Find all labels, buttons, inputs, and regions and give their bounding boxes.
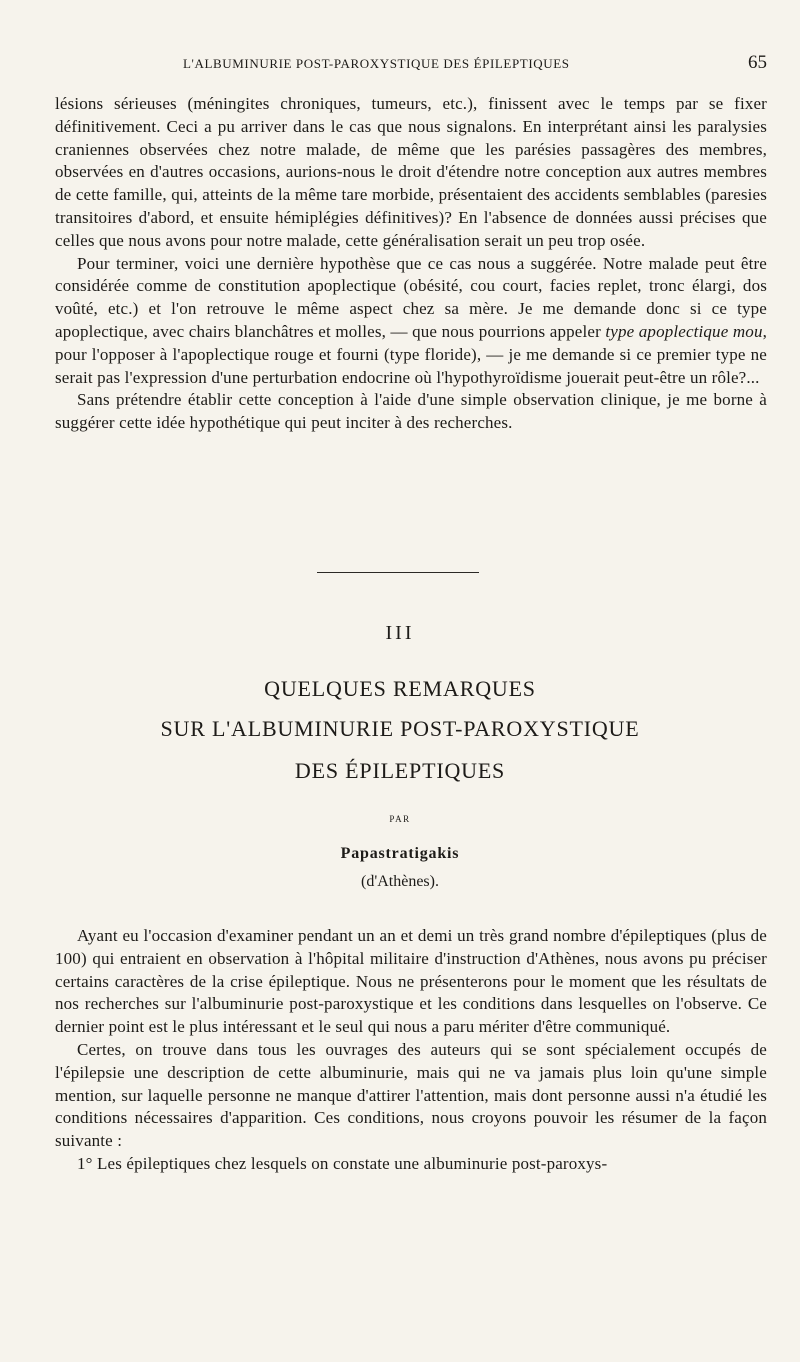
paragraph: Certes, on trouve dans tous les ouvrages des auteurs qui se sont spécialement occupés de l'épilepsie une description de cette albuminurie, mais qui ne va jamais plus loin qu'une simple mention, sur laquelle personne ne manque d'attirer l'attention, mais dont personne aussi n'a étudié les conditions nécessaires d'apparition. Ces conditions, nous croyons pouvoir les résumer de la façon suivante : xyxy=(55,1039,767,1151)
italic-term: type apoplectique mou xyxy=(605,321,763,341)
article-title-line: QUELQUES REMARQUES xyxy=(264,676,536,701)
article-body xyxy=(55,925,767,1176)
by-label: PAR xyxy=(389,814,411,824)
section-number: III xyxy=(385,622,415,644)
section-divider xyxy=(317,572,479,573)
previous-article-text xyxy=(55,93,767,435)
paragraph: lésions sérieuses (méningites chroniques, tumeurs, etc.), finissent avec le temps par se fixer définitivement. Ceci a pu arriver dans le cas que nous signalons. En interprétant ainsi les paralysies craniennes observées chez notre malade, de même que les parésies passagères des membres, observées en d'autres occasions, aurions-nous le droit d'étendre notre conception aux autres membres de cette famille, qui, atteints de la même tare morbide, présentaient des accidents semblables (paresies transitoires d'abord, et ensuite hémiplégies définitives)? En l'absence de données aussi précises que celles que nous avons pour notre malade, cette généralisation serait un peu trop osée. xyxy=(55,94,767,250)
running-title: L'ALBUMINURIE POST-PAROXYSTIQUE DES ÉPILEPTIQUES xyxy=(183,56,570,71)
author-name: Papastratigakis xyxy=(340,845,460,862)
paragraph: Sans prétendre établir cette conception à l'aide d'une simple observation clinique, je me borne à suggérer cette idée hypothétique qui peut inciter à des recherches. xyxy=(55,390,767,433)
paragraph: Ayant eu l'occasion d'examiner pendant un an et demi un très grand nombre d'épileptiques (plus de 100) qui entraient en observation à l'hôpital militaire d'instruction d'Athènes, nous avons pu préciser certains caractères de la crise épileptique. Nous ne présenterons pour le moment que les résultats de nos recherches sur l'albuminurie post-paroxystique et les conditions dans lesquelles on l'observe. Ce dernier point est le plus intéressant et le seul qui nous a paru mériter d'être communiqué. xyxy=(55,926,767,1037)
page-number: 65 xyxy=(748,52,767,73)
paragraph: 1° Les épileptiques chez lesquels on constate une albuminurie post-paroxys- xyxy=(77,1153,608,1173)
paragraph: Pour terminer, voici une dernière hypothèse que ce cas nous a suggérée. Notre malade peut être considérée comme de constitution apoplectique (obésité, cou court, facies replet, tronc élargi, dos voûté, etc.) et l'on retrouve le même aspect chez sa mère. Je me demande donc si ce type apoplectique, avec chairs blanchâtres et molles, — que nous pourrions appeler type apoplectique mou, pour l'opposer à l'apoplectique rouge et fourni (type floride), — je me demande si ce premier type ne serait pas l'expression d'une perturbation endocrine où l'hypothyroïdisme jouerait peut-être un rôle?... xyxy=(55,253,768,387)
running-head xyxy=(55,52,767,76)
article-title-line: SUR L'ALBUMINURIE POST-PAROXYSTIQUE xyxy=(160,716,640,741)
article-title-line: DES ÉPILEPTIQUES xyxy=(294,758,506,783)
author-affiliation: (d'Athènes). xyxy=(361,873,439,890)
